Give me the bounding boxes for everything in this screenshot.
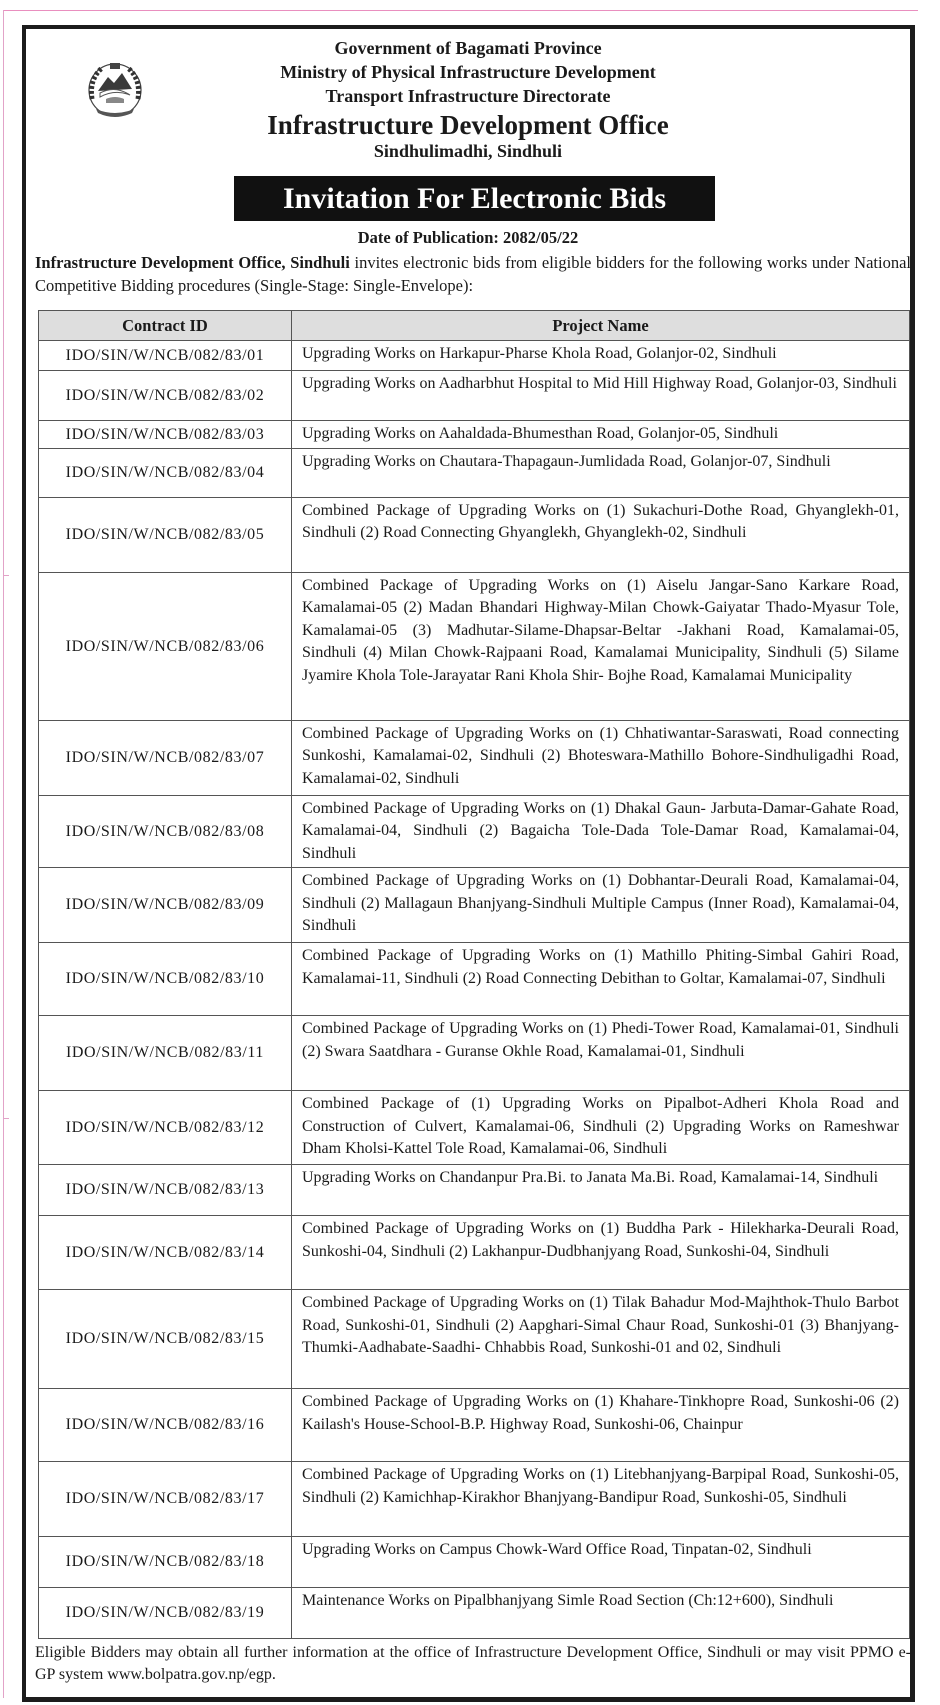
table-row [39, 1537, 910, 1588]
table-row [39, 1588, 910, 1639]
contract-id: IDO/SIN/W/NCB/082/83/09 [39, 868, 292, 943]
office-location: Sindhulimadhi, Sindhuli [373, 141, 563, 161]
contract-id: IDO/SIN/W/NCB/082/83/18 [39, 1537, 292, 1588]
project-name: Upgrading Works on Chautara-Thapagaun-Jumlidada Road, Golanjor-07, Sindhuli [292, 449, 910, 498]
table-row [39, 943, 910, 1016]
table-row [39, 1290, 910, 1389]
project-name: Combined Package of Upgrading Works on (1) Phedi-Tower Road, Kamalamai-01, Sindhuli (2) Swara Saatdhara - Guranse Okhle Road, Kamalamai-01, Sindhuli [292, 1016, 910, 1091]
table-row [39, 1016, 910, 1091]
notice-frame [22, 25, 915, 1702]
table-row [39, 1165, 910, 1216]
contract-id: IDO/SIN/W/NCB/082/83/16 [39, 1389, 292, 1462]
project-name: Combined Package of Upgrading Works on (1) Litebhanjyang-Barpipal Road, Sunkoshi-05, Sindhuli (2) Kamichhap-Kirakhor Bhanjyang-Bandipur Road, Sunkoshi-05, Sindhuli [292, 1462, 910, 1537]
intro-text: invites electronic bids from eligible bidders for the following works under National Competitive Bidding procedures (Single-Stage: Single-Envelope): [35, 253, 911, 295]
contract-id: IDO/SIN/W/NCB/082/83/10 [39, 943, 292, 1016]
page-margin-tick [3, 575, 9, 576]
footer-note: Eligible Bidders may obtain all further information at the office of Infrastructure Development Office, Sindhuli or may visit PPMO e-GP system www.bolpatra.gov.np/egp. [35, 1644, 911, 1683]
table-row [39, 721, 910, 796]
table-row [39, 498, 910, 573]
project-name: Combined Package of Upgrading Works on (1) Tilak Bahadur Mod-Majhthok-Thulo Barbot Road, Sunkoshi-01, Sindhuli (2) Aapghari-Simal Chaur Road, Sunkoshi-01 (3) Bhanjyang-Thumki-Aadhabate-Saadhi- Chhabbis Road, Sunkoshi-01 and 02, Sindhuli [292, 1290, 910, 1389]
publication-date: Date of Publication: 2082/05/22 [357, 228, 579, 247]
notice-title: Invitation For Electronic Bids [234, 176, 715, 221]
project-name: Combined Package of Upgrading Works on (1) Dobhantar-Deurali Road, Kamalamai-04, Sindhuli (2) Mallagaun Bhanjyang-Sindhuli Multiple Campus (Inner Road), Kamalamai-04, Sindhuli [292, 868, 910, 943]
contract-id: IDO/SIN/W/NCB/082/83/15 [39, 1290, 292, 1389]
table-row [39, 1389, 910, 1462]
page-margin-line-left [3, 10, 4, 1698]
table-row [39, 868, 910, 943]
intro-office-name: Infrastructure Development Office, Sindhuli [35, 253, 350, 272]
project-name: Combined Package of Upgrading Works on (1) Sukachuri-Dothe Road, Ghyanglekh-01, Sindhuli (2) Road Connecting Ghyanglekh, Ghyanglekh-02, Sindhuli [292, 498, 910, 573]
table-row [39, 1091, 910, 1165]
contract-id: IDO/SIN/W/NCB/082/83/11 [39, 1016, 292, 1091]
table-row [39, 573, 910, 721]
project-name: Combined Package of Upgrading Works on (1) Chhatiwantar-Saraswati, Road connecting Sunkoshi, Kamalamai-02, Sindhuli (2) Bhoteswara-Mathillo Bohore-Sindhuligadhi Road, Kamalamai-02, Sindhuli [292, 721, 910, 796]
contract-id: IDO/SIN/W/NCB/082/83/01 [39, 341, 292, 371]
table-row [39, 1216, 910, 1290]
project-name: Maintenance Works on Pipalbhanjyang Simle Road Section (Ch:12+600), Sindhuli [292, 1588, 910, 1639]
directorate-name: Transport Infrastructure Directorate [325, 86, 611, 106]
project-name: Combined Package of Upgrading Works on (1) Khahare-Tinkhopre Road, Sunkoshi-06 (2) Kailash's House-School-B.P. Highway Road, Sunkoshi-06, Chainpur [292, 1389, 910, 1462]
project-name: Upgrading Works on Aadharbhut Hospital to Mid Hill Highway Road, Golanjor-03, Sindhuli [292, 371, 910, 421]
project-name: Upgrading Works on Chandanpur Pra.Bi. to Janata Ma.Bi. Road, Kamalamai-14, Sindhuli [292, 1165, 910, 1216]
project-name: Combined Package of (1) Upgrading Works on Pipalbot-Adheri Khola Road and Construction of Culvert, Kamalamai-06, Sindhuli (2) Upgrading Works on Rameshwar Dham Kholsi-Kattel Tole Road, Kamalamai-06, Sindhuli [292, 1091, 910, 1165]
page-margin-line-top [3, 10, 918, 11]
contract-id: IDO/SIN/W/NCB/082/83/13 [39, 1165, 292, 1216]
table-row [39, 421, 910, 449]
column-header-contract-id: Contract ID [39, 311, 292, 341]
contract-id: IDO/SIN/W/NCB/082/83/05 [39, 498, 292, 573]
contract-id: IDO/SIN/W/NCB/082/83/06 [39, 573, 292, 721]
intro-paragraph [35, 251, 911, 297]
table-row [39, 341, 910, 371]
office-name: Infrastructure Development Office [267, 110, 669, 140]
contract-id: IDO/SIN/W/NCB/082/83/19 [39, 1588, 292, 1639]
project-name: Combined Package of Upgrading Works on (1) Dhakal Gaun- Jarbuta-Damar-Gahate Road, Kamalamai-04, Sindhuli (2) Bagaicha Tole-Dada Tole-Damar Road, Kamalamai-04, Sindhuli [292, 796, 910, 868]
table-row [39, 1462, 910, 1537]
table-row [39, 796, 910, 868]
project-name: Combined Package of Upgrading Works on (1) Buddha Park - Hilekharka-Deurali Road, Sunkoshi-04, Sindhuli (2) Lakhanpur-Dudbhanjyang Road, Sunkoshi-04, Sindhuli [292, 1216, 910, 1290]
project-name: Upgrading Works on Campus Chowk-Ward Office Road, Tinpatan-02, Sindhuli [292, 1537, 910, 1588]
contract-id: IDO/SIN/W/NCB/082/83/02 [39, 371, 292, 421]
table-row [39, 449, 910, 498]
page-margin-tick [3, 1118, 9, 1119]
project-name: Combined Package of Upgrading Works on (1) Aiselu Jangar-Sano Karkare Road, Kamalamai-05 (2) Madan Bhandari Highway-Milan Chowk-Gaiyatar Thado-Myasur Tole, Kamalamai-05 (3) Madhutar-Silame-Dhapsar-Beltar -Jakhani Road, Kamalamai-05, Sindhuli (4) Milan Chowk-Rajpaani Road, Kamalamai Municipality, Sindhuli (5) Silame Jyamire Khola Tole-Jarayatar Rani Khola Shir- Bojhe Road, Kamalamai Municipality [292, 573, 910, 721]
contract-id: IDO/SIN/W/NCB/082/83/07 [39, 721, 292, 796]
contract-id: IDO/SIN/W/NCB/082/83/03 [39, 421, 292, 449]
project-name: Upgrading Works on Harkapur-Pharse Khola Road, Golanjor-02, Sindhuli [292, 341, 910, 371]
contract-id: IDO/SIN/W/NCB/082/83/04 [39, 449, 292, 498]
project-name: Combined Package of Upgrading Works on (1) Mathillo Phiting-Simbal Gahiri Road, Kamalamai-11, Sindhuli (2) Road Connecting Debithan to Goltar, Kamalamai-07, Sindhuli [292, 943, 910, 1016]
column-header-project-name: Project Name [292, 311, 910, 341]
table-header-row [39, 311, 910, 341]
contract-id: IDO/SIN/W/NCB/082/83/17 [39, 1462, 292, 1537]
contract-id: IDO/SIN/W/NCB/082/83/12 [39, 1091, 292, 1165]
bids-table [38, 310, 910, 1639]
contract-id: IDO/SIN/W/NCB/082/83/08 [39, 796, 292, 868]
project-name: Upgrading Works on Aahaldada-Bhumesthan Road, Golanjor-05, Sindhuli [292, 421, 910, 449]
ministry-name: Ministry of Physical Infrastructure Development [280, 62, 656, 82]
contract-id: IDO/SIN/W/NCB/082/83/14 [39, 1216, 292, 1290]
government-name: Government of Bagamati Province [334, 38, 602, 58]
table-row [39, 371, 910, 421]
